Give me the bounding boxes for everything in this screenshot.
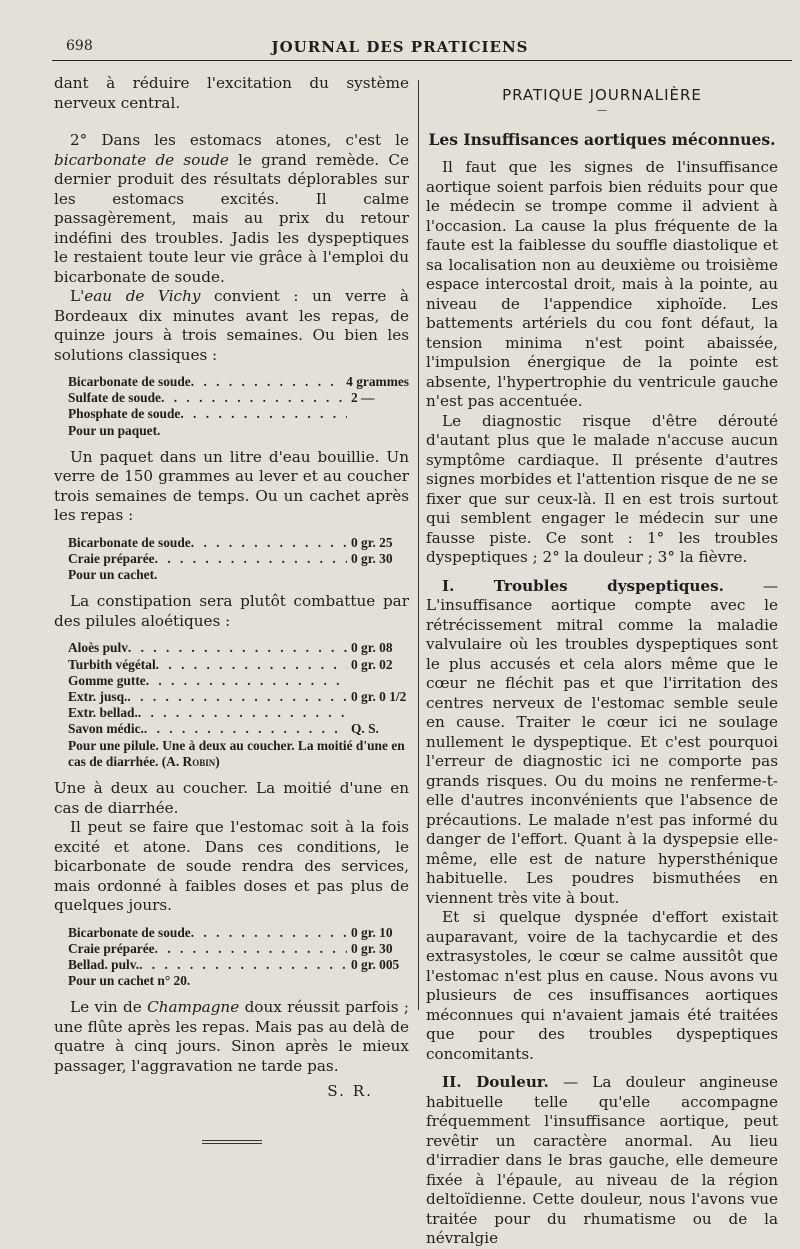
- list-item: Savon médic. . . . Q. S.: [68, 721, 409, 737]
- paragraph: Il peut se faire que l'estomac soit à la fois excité et atone. Dans ces conditions, le bicarbonate de soude rendra des services, mais ordonné à faibles doses et pas plus de quelques jours.: [54, 818, 409, 915]
- list-item: Craie préparée . . . 0 gr. 30: [68, 941, 409, 957]
- right-column: [426, 74, 778, 1249]
- section-dash: —: [597, 104, 607, 116]
- paragraph: Et si quelque dyspnée d'effort existait auparavant, voire de la tachycardie et des extrasystoles, le cœur se calme aussitôt que l'estomac n'est plus en cause. Nous avons vu plusieurs de ces insuffisances aortiques méconnues qui n'avaient jamais été traitées que pour des troubles dyspeptiques concomitants.: [426, 908, 778, 1063]
- paragraph: Une à deux au coucher. La moitié d'une en cas de diarrhée.: [54, 779, 409, 817]
- paragraph: La constipation sera plutôt combattue par des pilules aloétiques :: [54, 592, 409, 630]
- list-item: Extr. bellad. . . .: [68, 705, 409, 721]
- list-item: Craie préparée . . . 0 gr. 30: [68, 551, 409, 567]
- column-divider: [418, 80, 419, 1010]
- prescription-3: [54, 640, 409, 770]
- list-item: Bicarbonate de soude . . . 0 gr. 10: [68, 925, 409, 941]
- prescription-1: [54, 374, 409, 439]
- subheading: I. Troubles dyspeptiques.: [442, 576, 724, 595]
- prescription-note: Pour une pilule. Une à deux au coucher. La moitié d'une en cas de diarrhée. (A. Robin): [68, 737, 405, 769]
- prescription-4: [54, 925, 409, 990]
- signature: S. R.: [327, 1082, 373, 1101]
- article-title: Les Insuffisances aortiques méconnues.: [428, 129, 776, 149]
- subheading: II. Douleur.: [442, 1073, 549, 1091]
- prescription-note: Pour un cachet.: [68, 567, 158, 583]
- list-item: Bicarbonate de soude . . . 4 grammes: [68, 374, 409, 390]
- list-item: Extr. jusq. . . . 0 gr. 0 1/2: [68, 689, 409, 705]
- list-item: Sulfate de soude . . . 2 —: [68, 390, 409, 406]
- paragraph: 2° Dans les estomacs atones, c'est le bicarbonate de soude le grand remède. Ce dernier produit des résultats déplorables sur les estomacs excités. Il calme passagèrement, mais au prix du retour indéfini des troubles. Jadis les dyspeptiques le restaient toute leur vie grâce à l'emploi du bicarbonate de soude.: [54, 131, 409, 286]
- list-item: Aloès pulv . . . 0 gr. 08: [68, 640, 409, 656]
- paragraph: Un paquet dans un litre d'eau bouillie. Un verre de 150 grammes au lever et au coucher trois semaines de temps. Ou un cachet après les repas :: [54, 447, 409, 525]
- list-item: Gomme gutte . . .: [68, 673, 409, 689]
- prescription-note: Pour un paquet.: [68, 422, 161, 438]
- paragraph: Le vin de Champagne doux réussit parfois ; une flûte après les repas. Mais pas au delà de quatre à cinq jours. Sinon après le mieux passager, l'aggravation ne tarde pas.: [54, 998, 409, 1075]
- list-item: Bellad. pulv. . . . 0 gr. 005: [68, 957, 409, 973]
- paragraph: I. Troubles dyspeptiques. — L'insuffisance aortique compte avec le rétrécissement mitral comme la maladie valvulaire où les troubles dyspeptiques sont le plus accusés et cela alors même que le cœur ne fléchit pas et que l'irritation des centres nerveux de l'estomac semble seule en cause. Traiter le cœur ici ne soulage nullement le dyspeptique. Et c'est pourquoi l'erreur de diagnostic ici ne comporte pas grands risques. Ou du moins ne renferme-t-elle d'autres inconvénients que l'absence de précautions. Le malade n'est pas informé du danger de l'effort. Quant à la dyspepsie elle-même, elle est de nature hypersthénique habituelle. Les poudres bismuthées en viennent très vite à bout.: [426, 576, 779, 907]
- paragraph: L'eau de Vichy convient : un verre à Bordeaux dix minutes avant les repas, de quinze jours à trois semaines. Ou bien les solutions classiques :: [54, 287, 409, 364]
- left-column: [54, 74, 409, 1144]
- prescription-2: [54, 535, 409, 584]
- journal-title: JOURNAL DES PRATICIENS: [271, 38, 529, 56]
- section-title: PRATIQUE JOURNALIÈRE: [502, 86, 702, 104]
- list-item: Phosphate de soude . . .: [68, 406, 409, 422]
- prescription-note: Pour un cachet n° 20.: [68, 973, 191, 989]
- paragraph: Il faut que les signes de l'insuffisance aortique soient parfois bien réduits pour que le médecin se trompe comme il advient à l'occasion. La cause la plus fréquente de la faute est la faiblesse du souffle diastolique et sa localisation non au deuxième ou troisième espace intercostal droit, mais à la pointe, au niveau de l'appendice xiphoïde. Les battements artériels du cou font défaut, la tension minima n'est point abaissée, l'impulsion énergique de la pointe est absente, l'hypertrophie du ventricule gauche n'est pas accentuée.: [426, 158, 778, 410]
- page-number: 698: [66, 38, 93, 54]
- paragraph: II. Douleur. — La douleur angineuse habituelle telle qu'elle accompagne fréquemment l'insuffisance aortique, peut revêtir un caractère anormal. Au lieu d'irradier dans le bras gauche, elle demeure fixée à l'épaule, au niveau de la région deltoïdienne. Cette douleur, nous l'avons vue traitée pour du rhumatisme ou de la névralgie: [426, 1073, 778, 1247]
- end-rule: [202, 1140, 262, 1144]
- list-item: Bicarbonate de soude . . . 0 gr. 25: [68, 535, 409, 551]
- paragraph: Le diagnostic risque d'être dérouté d'autant plus que le malade n'accuse aucun symptôme cardiaque. Il présente d'autres signes morbides et l'attention risque de ne se fixer que sur ceux-là. Il en est trois surtout qui semblent engager le médecin sur une fausse piste. Ce sont : 1° les troubles dyspeptiques ; 2° la douleur ; 3° la fièvre.: [426, 411, 778, 566]
- paragraph: dant à réduire l'excitation du système nerveux central.: [54, 74, 409, 112]
- header-rule: [52, 60, 792, 61]
- list-item: Turbith végétal . . . 0 gr. 02: [68, 657, 409, 673]
